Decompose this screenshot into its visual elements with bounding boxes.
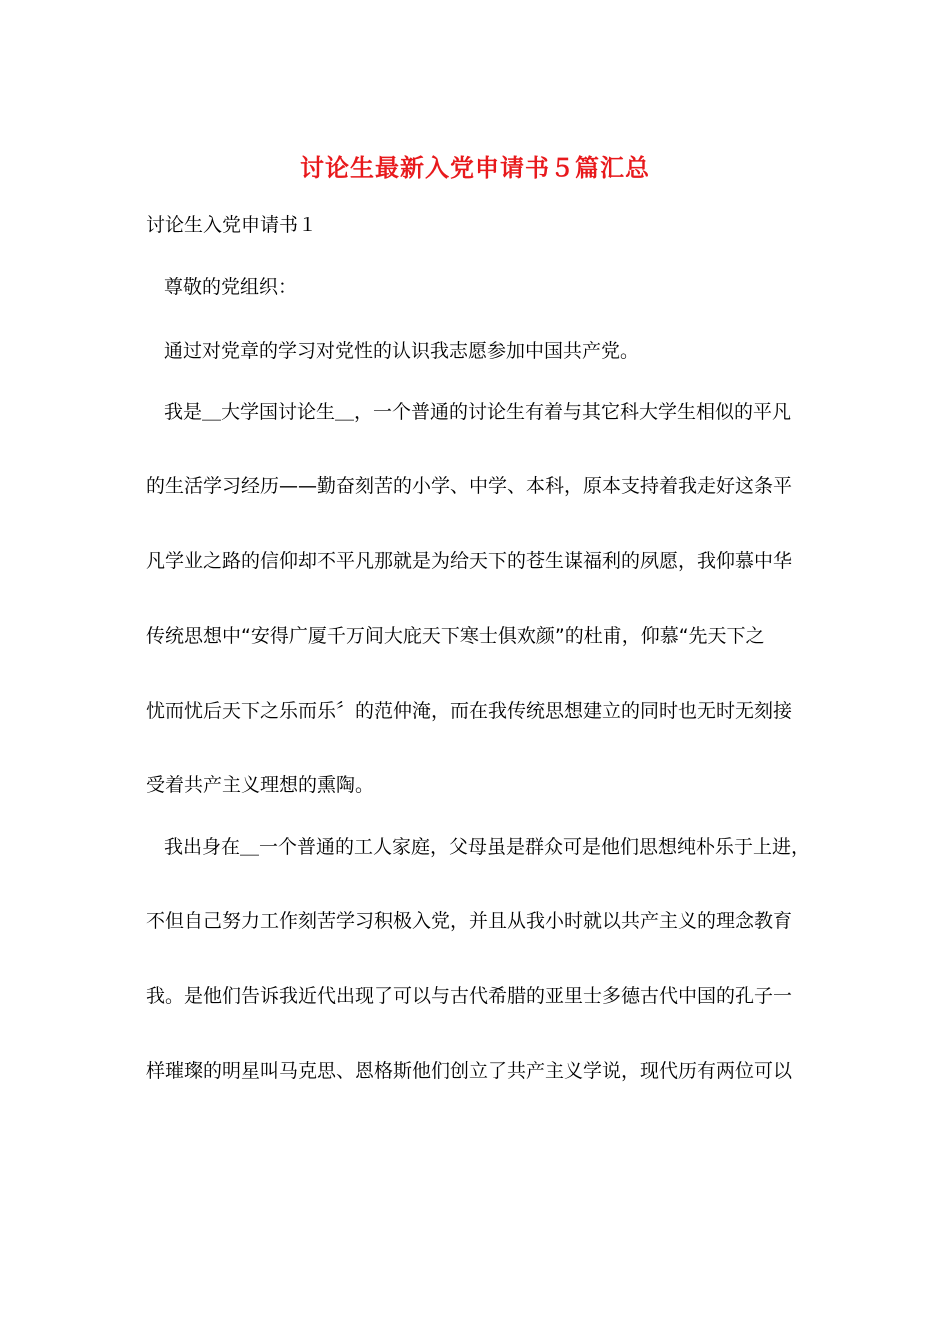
paragraph-line: 不但自己努力工作刻苦学习积极入党，并且从我小时就以共产主义的理念教育 — [146, 910, 793, 932]
section-heading: 讨论生入党申请书１ — [146, 214, 318, 236]
salutation: 尊敬的党组织： — [164, 276, 298, 298]
document-title: 讨论生最新入党申请书５篇汇总 — [300, 153, 650, 182]
paragraph-line: 通过对党章的学习对党性的认识我志愿参加中国共产党。 — [164, 340, 640, 362]
paragraph-line: 忧而忧后天下之乐而乐〞的范仲淹，而在我传统思想建立的同时也无时无刻接 — [146, 700, 793, 722]
paragraph-line: 的生活学习经历——勤奋刻苦的小学、中学、本科，原本支持着我走好这条平 — [146, 475, 793, 497]
paragraph-line: 受着共产主义理想的熏陶。 — [146, 774, 375, 796]
paragraph-line: 凡学业之路的信仰却不平凡那就是为给天下的苍生谋福利的夙愿，我仰慕中华 — [146, 550, 793, 572]
paragraph-line: 我是＿大学国讨论生＿，一个普通的讨论生有着与其它科大学生相似的平凡 — [164, 401, 792, 423]
paragraph-line: 我。是他们告诉我近代出现了可以与古代希腊的亚里士多德古代中国的孔子一 — [146, 985, 793, 1007]
paragraph-line: 样璀璨的明星叫马克思、恩格斯他们创立了共产主义学说，现代历有两位可以 — [146, 1060, 793, 1082]
paragraph-line: 传统思想中“安得广厦千万间大庇天下寒士俱欢颜”的杜甫，仰慕“先天下之 — [146, 625, 765, 647]
paragraph-line: 我出身在＿一个普通的工人家庭，父母虽是群众可是他们思想纯朴乐于上进， — [164, 836, 811, 858]
